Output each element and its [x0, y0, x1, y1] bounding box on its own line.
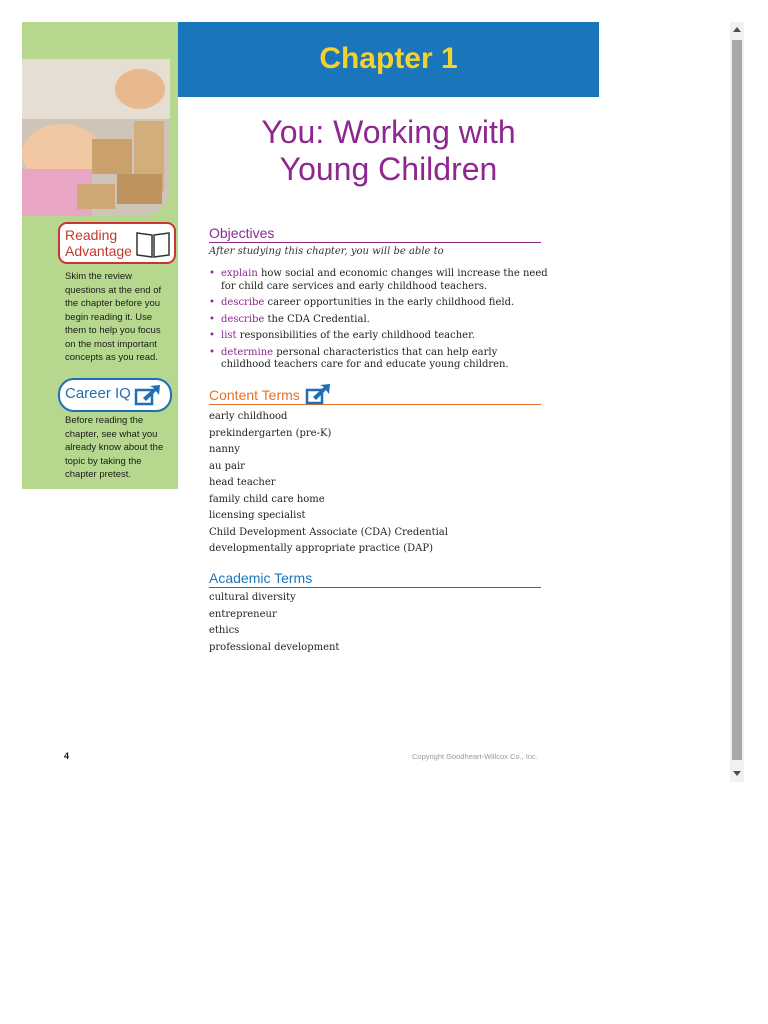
content-terms-list [209, 409, 448, 558]
academic-term: entrepreneur [209, 608, 277, 620]
content-terms-header [209, 387, 541, 405]
objectives-list [209, 268, 549, 376]
content-term: prekindergarten (pre-K) [209, 427, 332, 439]
reading-advantage-label-line2: Advantage [65, 243, 132, 259]
career-iq-box [58, 378, 172, 412]
reading-advantage-box [58, 222, 176, 264]
objective-text: responsibilities of the early childhood teacher. [236, 330, 475, 341]
academic-term: cultural diversity [209, 592, 296, 603]
scroll-up-icon[interactable] [733, 27, 741, 32]
content-terms-heading: Content Terms [209, 387, 300, 403]
objectives-intro: After studying this chapter, you will be able to [209, 246, 444, 257]
content-term: Child Development Associate (CDA) Credential [209, 526, 448, 538]
book-icon [135, 229, 171, 263]
content-term: developmentally appropriate practice (DAP) [209, 543, 434, 554]
chapter-title [178, 114, 599, 188]
chapter-title-line2: Young Children [279, 151, 498, 187]
objective-text: the CDA Credential. [264, 313, 370, 325]
bullet-icon: • [209, 268, 215, 279]
academic-term: ethics [209, 625, 240, 636]
page-number: 4 [64, 751, 70, 761]
reading-advantage-text: Skim the review questions at the end of the chapter before you begin reading it. Use them to help you focus on the most important concepts as you read. [65, 271, 162, 363]
content-term: au pair [209, 460, 245, 472]
content-term: early childhood [209, 411, 288, 422]
objective-keyword: list [221, 330, 237, 341]
objective-text: career opportunities in the early childhood field. [264, 297, 515, 308]
objective-item [209, 268, 549, 293]
scrollbar-thumb[interactable] [732, 40, 742, 760]
bullet-icon: • [209, 313, 215, 325]
career-iq-label: Career IQ [65, 385, 131, 402]
objective-item [209, 297, 549, 310]
chapter-header [178, 22, 599, 97]
academic-term: professional development [209, 641, 340, 653]
objective-keyword: describe [221, 313, 265, 325]
content-term: family child care home [209, 493, 325, 505]
content-term: nanny [209, 444, 240, 455]
content-term: licensing specialist [209, 510, 306, 521]
objectives-heading: Objectives [209, 225, 541, 243]
objective-item [209, 347, 549, 372]
scroll-down-icon[interactable] [733, 771, 741, 776]
chapter-number: Chapter 1 [319, 42, 458, 75]
objective-keyword: determine [221, 346, 274, 358]
objective-item [209, 314, 549, 327]
objective-text: how social and economic changes will increase the need for child care services and early childhood teachers. [221, 268, 548, 292]
children-blocks-photo [22, 59, 170, 216]
share-arrow-icon [134, 383, 162, 411]
bullet-icon: • [209, 346, 215, 358]
content-term: head teacher [209, 477, 276, 488]
objective-text: personal characteristics that can help early childhood teachers care for and educate young children. [221, 346, 509, 370]
academic-terms-heading: Academic Terms [209, 570, 541, 588]
reading-advantage-label-line1: Reading [65, 227, 118, 243]
bullet-icon: • [209, 297, 215, 308]
objective-keyword: describe [221, 297, 265, 308]
career-iq-text: Before reading the chapter, see what you already know about the topic by taking the chapter pretest. [65, 415, 164, 480]
bullet-icon: • [209, 330, 215, 341]
sidebar [22, 22, 178, 489]
copyright-text: Copyright Goodheart-Willcox Co., Inc. [412, 752, 538, 761]
chapter-title-line1: You: Working with [261, 114, 516, 150]
objective-keyword: explain [221, 268, 258, 279]
academic-terms-list [209, 590, 339, 656]
objective-item [209, 330, 549, 343]
share-arrow-icon [305, 383, 331, 408]
